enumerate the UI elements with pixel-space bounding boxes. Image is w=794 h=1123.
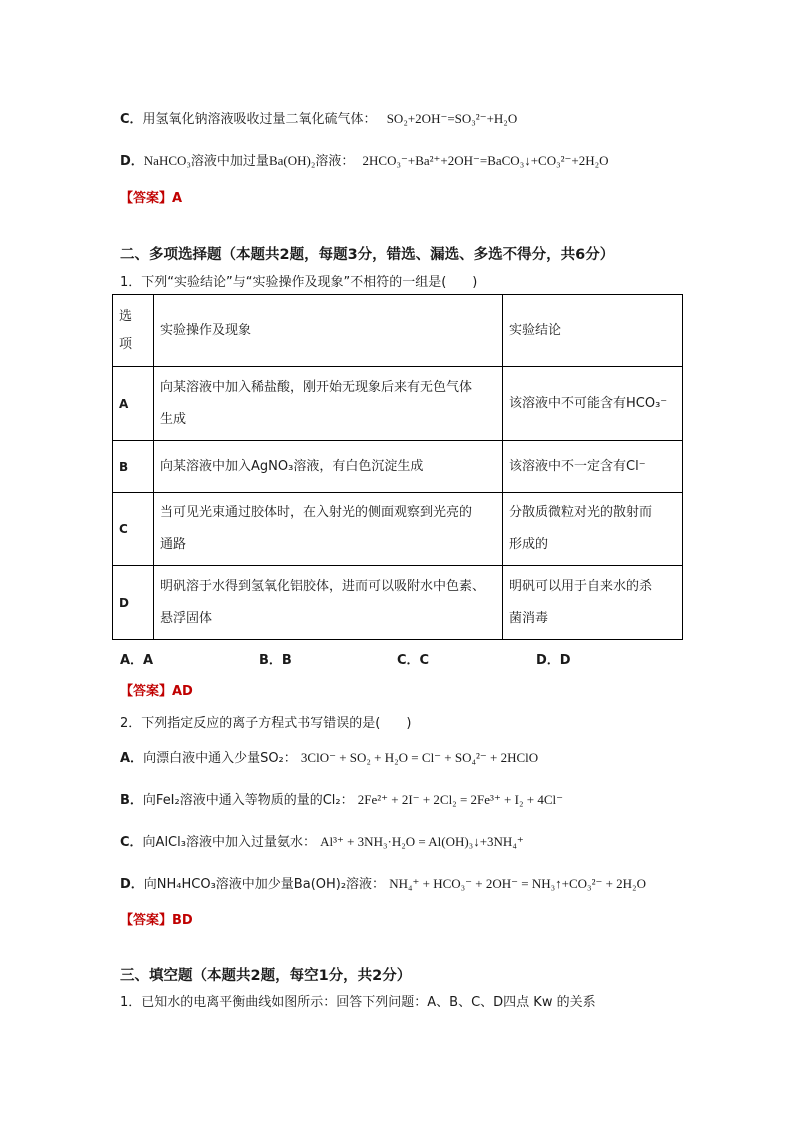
header-operation: 实验操作及现象: [154, 295, 503, 367]
question-stem: 2．下列指定反应的离子方程式书写错误的是( ): [120, 716, 412, 731]
option-text-post: 溶液：: [315, 154, 355, 169]
q2-option-a: [120, 747, 538, 766]
section-title: 三、填空题（本题共2题，每空1分，共2分）: [120, 968, 412, 984]
choice-b: B．B: [259, 653, 292, 668]
option-text: 向AlCl₃溶液中加入过量氨水：: [142, 835, 316, 850]
row-conclusion: 分散质微粒对光的散射而 形成的: [503, 493, 683, 566]
row-option: C: [113, 493, 154, 566]
option-label: D．: [120, 877, 144, 892]
prev-option-c: [120, 108, 517, 127]
row-option: B: [113, 441, 154, 493]
row-operation: 明矾溶于水得到氢氧化铝胶体，进而可以吸附水中色素、 悬浮固体: [154, 566, 503, 640]
row-option: D: [113, 566, 154, 640]
choice-a: A．A: [120, 653, 154, 668]
row-operation: 当可见光束通过胶体时，在入射光的侧面观察到光亮的 通路: [154, 493, 503, 566]
header-conclusion: 实验结论: [503, 295, 683, 367]
formula: 3ClO⁻ + SO₂ + H₂O = Cl⁻ + SO₄²⁻ + 2HClO: [300, 750, 539, 765]
option-label: B．: [120, 793, 143, 808]
formula: Al³⁺ + 3NH₃·H₂O = Al(OH)₃↓+3NH₄⁺: [320, 834, 524, 849]
q2-option-b: [120, 789, 563, 808]
row-operation: 向某溶液中加入AgNO₃溶液，有白色沉淀生成: [154, 441, 503, 493]
row-operation: 向某溶液中加入稀盐酸，刚开始无现象后来有无色气体 生成: [154, 367, 503, 441]
question-stem: 1．已知水的电离平衡曲线如图所示：回答下列问题：A、B、C、D四点 Kw 的关系: [120, 995, 596, 1010]
option-text-pre: NaHCO₃溶液中加过量: [143, 153, 269, 168]
row-conclusion: 该溶液中不一定含有Cl⁻: [503, 441, 683, 493]
option-text: 用氢氧化钠溶液吸收过量二氧化硫气体：: [142, 112, 377, 127]
question-stem: 1．下列“实验结论”与“实验操作及现象”不相符的一组是( ): [120, 275, 478, 290]
option-label: A．: [120, 751, 144, 766]
section-title: 二、多项选择题（本题共2题，每题3分，错选、漏选、多选不得分，共6分）: [120, 247, 615, 263]
q2-option-c: [120, 831, 524, 850]
formula: NH₄⁺ + HCO₃⁻ + 2OH⁻ = NH₃↑+CO₃²⁻ + 2H₂O: [389, 876, 646, 891]
formula: 2HCO₃⁻+Ba²⁺+2OH⁻=BaCO₃↓+CO₃²⁻+2H₂O: [362, 153, 609, 168]
row-conclusion: 明矾可以用于自来水的杀 菌消毒: [503, 566, 683, 640]
formula: SO₂+2OH⁻=SO₃²⁻+H₂O: [386, 111, 518, 126]
answer-q2: 【答案】BD: [120, 913, 193, 928]
formula: 2Fe²⁺ + 2I⁻ + 2Cl₂ = 2Fe³⁺ + I₂ + 4Cl⁻: [357, 792, 563, 807]
table-header-row: [113, 295, 683, 367]
prev-option-d: [120, 150, 609, 169]
option-text: 向FeI₂溶液中通入等物质的量的Cl₂：: [142, 793, 354, 808]
choice-d: D．D: [536, 653, 571, 668]
option-label: C．: [120, 112, 143, 127]
table-row: [113, 493, 683, 566]
q2-option-d: [120, 873, 646, 892]
experiment-table: [112, 294, 683, 640]
option-text-mid: Ba(OH)₂: [268, 153, 316, 168]
option-label: C．: [120, 835, 143, 850]
row-option: A: [113, 367, 154, 441]
table-row: [113, 566, 683, 640]
choice-c: C．C: [397, 653, 430, 668]
option-text: 向漂白液中通入少量SO₂：: [143, 751, 297, 766]
answer-q1: 【答案】AD: [120, 684, 193, 699]
row-conclusion: 该溶液中不可能含有HCO₃⁻: [503, 367, 683, 441]
table-row: [113, 441, 683, 493]
option-label: D．: [120, 154, 144, 169]
table-row: [113, 367, 683, 441]
header-option: 选项: [113, 295, 154, 367]
option-text: 向NH₄HCO₃溶液中加少量Ba(OH)₂溶液：: [143, 877, 386, 892]
answer-prev: 【答案】A: [120, 191, 183, 206]
